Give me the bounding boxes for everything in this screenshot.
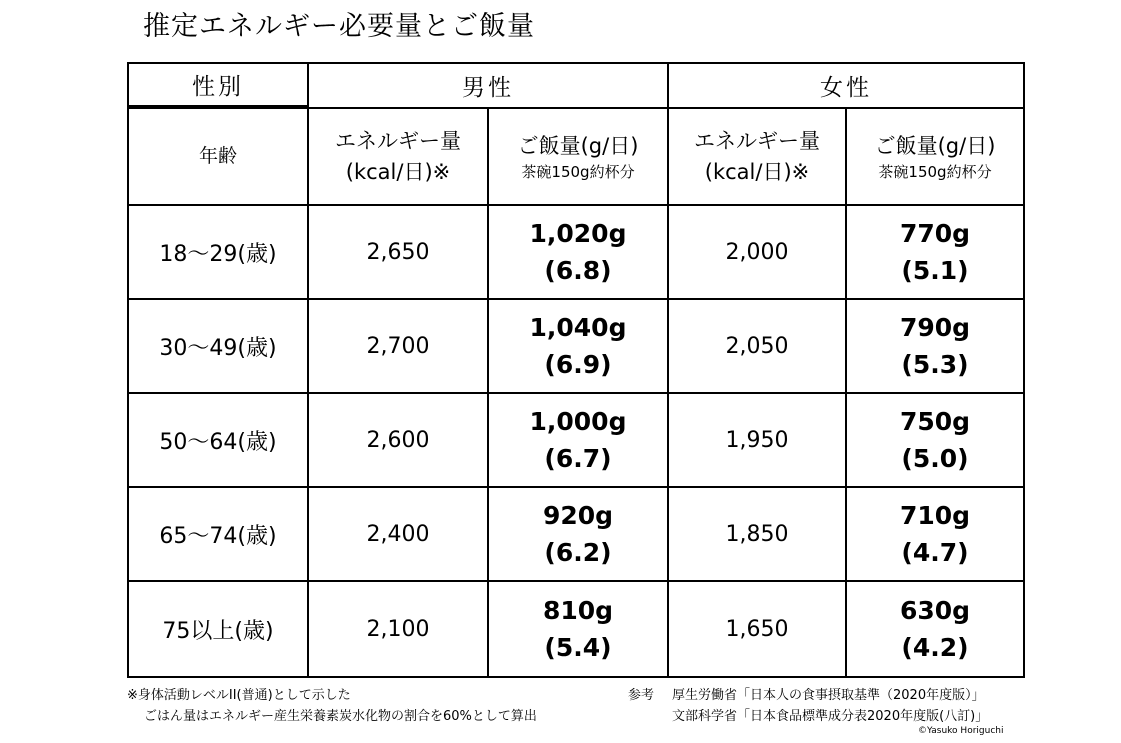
copyright-credit: ©Yasuko Horiguchi <box>918 726 1004 736</box>
row-female-rice <box>845 392 1025 488</box>
subheader-age: 年齢 <box>198 145 237 167</box>
row-male-rice <box>487 392 669 488</box>
subheader-female-rice <box>845 107 1025 206</box>
header-female: 女性 <box>667 62 1025 109</box>
rice-bowls: (5.3) <box>901 350 969 379</box>
energy-label: エネルギー量 <box>694 128 820 153</box>
row-female-kcal: 2,000 <box>667 204 847 300</box>
rice-bowls: (5.4) <box>544 633 612 662</box>
rice-grams: 790g <box>899 313 971 342</box>
energy-label: エネルギー量 <box>335 128 461 153</box>
rice-grams: 710g <box>899 501 971 530</box>
rice-bowls: (5.0) <box>901 444 969 473</box>
rice-bowls: (6.8) <box>544 256 612 285</box>
row-male-kcal: 2,100 <box>307 580 489 678</box>
row-male-rice <box>487 580 669 678</box>
row-male-kcal: 2,700 <box>307 298 489 394</box>
header-male: 男性 <box>307 62 669 109</box>
page-title: 推定エネルギー必要量とご飯量 <box>143 11 535 42</box>
row-male-kcal: 2,650 <box>307 204 489 300</box>
rice-bowls: (6.2) <box>544 538 612 567</box>
row-female-rice <box>845 580 1025 678</box>
row-age: 50～64(歳) <box>127 392 309 488</box>
reference-line2: 文部科学省「日本食品標準成分表2020年度版(八訂)」 <box>672 709 989 724</box>
energy-rice-table <box>127 62 1025 678</box>
row-male-kcal: 2,600 <box>307 392 489 488</box>
energy-unit: (kcal/日)※ <box>345 159 451 184</box>
rice-bowls: (6.9) <box>544 350 612 379</box>
row-age: 75以上(歳) <box>127 580 309 678</box>
rice-grams: 770g <box>899 219 971 248</box>
rice-bowls: (5.1) <box>901 256 969 285</box>
rice-bowls: (4.2) <box>901 633 969 662</box>
rice-unit: 茶碗150g約杯分 <box>521 163 635 181</box>
row-female-rice <box>845 486 1025 582</box>
reference-label: 参考 <box>628 688 655 703</box>
footnote-line2: ごはん量はエネルギー産生栄養素炭水化物の割合を60%として算出 <box>144 709 537 724</box>
rice-grams: 1,040g <box>529 313 627 342</box>
rice-unit: 茶碗150g約杯分 <box>878 163 992 181</box>
rice-grams: 810g <box>542 596 614 625</box>
row-female-rice <box>845 298 1025 394</box>
reference-line1: 厚生労働省「日本人の食事摂取基準（2020年度版）」 <box>672 688 985 703</box>
footnote-line1: ※身体活動レベルII(普通)として示した <box>127 688 351 703</box>
row-male-rice <box>487 204 669 300</box>
rice-label: ご飯量(g/日) <box>874 134 996 158</box>
row-male-kcal: 2,400 <box>307 486 489 582</box>
row-female-kcal: 1,650 <box>667 580 847 678</box>
rice-grams: 1,020g <box>529 219 627 248</box>
row-age: 30～49(歳) <box>127 298 309 394</box>
row-age: 18～29(歳) <box>127 204 309 300</box>
row-female-kcal: 1,850 <box>667 486 847 582</box>
subheader-female-energy <box>667 107 847 206</box>
rice-grams: 630g <box>899 596 971 625</box>
row-female-rice <box>845 204 1025 300</box>
subheader-male-rice <box>487 107 669 206</box>
header-sex: 性別 <box>127 62 309 109</box>
row-age: 65～74(歳) <box>127 486 309 582</box>
rice-grams: 750g <box>899 407 971 436</box>
rice-grams: 1,000g <box>529 407 627 436</box>
subheader-male-energy <box>307 107 489 206</box>
rice-grams: 920g <box>542 501 614 530</box>
row-male-rice <box>487 298 669 394</box>
row-female-kcal: 1,950 <box>667 392 847 488</box>
row-female-kcal: 2,050 <box>667 298 847 394</box>
row-male-rice <box>487 486 669 582</box>
rice-bowls: (6.7) <box>544 444 612 473</box>
rice-bowls: (4.7) <box>901 538 969 567</box>
energy-unit: (kcal/日)※ <box>704 159 810 184</box>
rice-label: ご飯量(g/日) <box>517 134 639 158</box>
